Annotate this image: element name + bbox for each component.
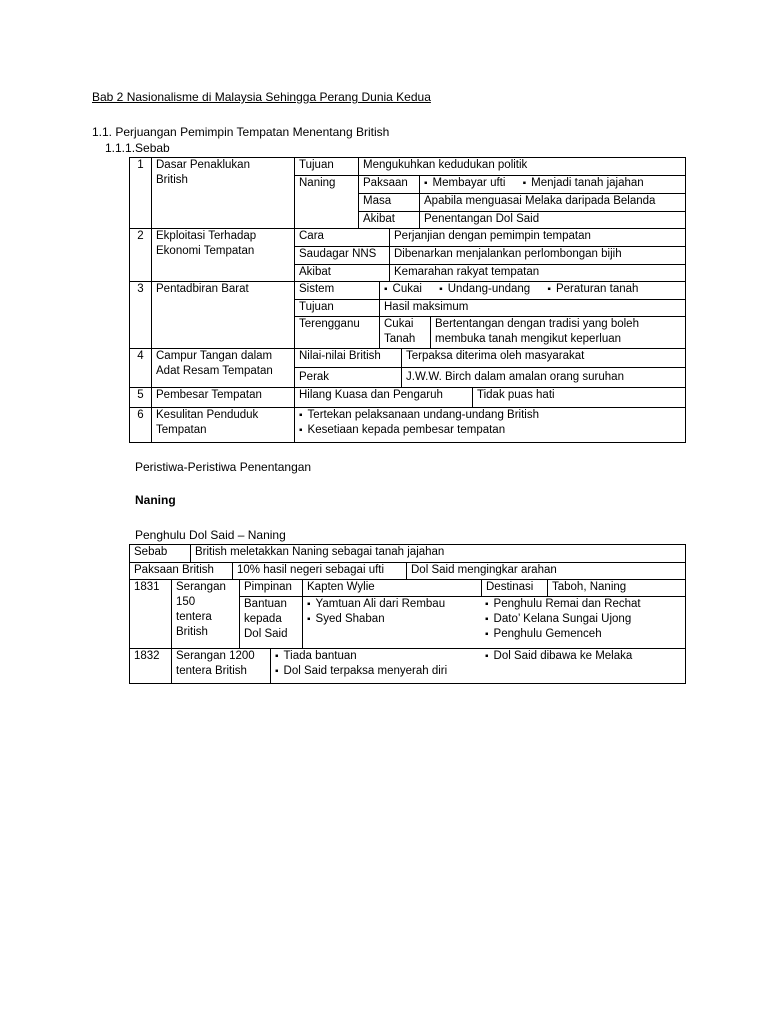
label-cell [239, 596, 303, 649]
value-cell: Tidak puas hati [472, 387, 686, 408]
cause-title [151, 157, 295, 229]
bullet-item: ▪ Tiada bantuan [275, 649, 447, 664]
bullet-item: ▪ Syed Shaban [307, 612, 445, 627]
label-cell: Paksaan [358, 175, 420, 194]
bullet-item: ▪ Yamtuan Ali dari Rembau [307, 597, 445, 612]
cause-title-line: Dasar Penaklukan [156, 159, 250, 171]
cause-title: Pembesar Tempatan [151, 387, 295, 408]
cause-title [151, 348, 295, 388]
dolsaid-heading: Penghulu Dol Said – Naning [135, 528, 286, 542]
label-cell: Nilai-nilai British [294, 348, 402, 368]
row-number: 3 [129, 281, 152, 349]
value-cell: J.W.W. Birch dalam amalan orang suruhan [401, 367, 686, 388]
cause-title-line: Adat Resam Tempatan [156, 364, 273, 377]
value-cell: Dibenarkan menjalankan perlombongan bijih [389, 246, 686, 265]
bullet-item: ▪ Undang-undang [439, 283, 530, 295]
label-line: kepada [244, 612, 282, 625]
value-cell [430, 316, 686, 349]
value-cell: Taboh, Naning [547, 579, 686, 597]
events-heading: Peristiwa-Peristiwa Penentangan [135, 460, 312, 474]
bullet-item: ▪ Dol Said terpaksa menyerah diri [275, 664, 447, 679]
cause-title [151, 228, 295, 282]
value-cell: Kapten Wylie [302, 579, 482, 597]
bullet-item: ▪ Tertekan pelaksanaan undang-undang British [299, 408, 681, 423]
bullet-item: ▪ Dato’ Kelana Sungai Ujong [485, 612, 641, 627]
label-cell: Tujuan [294, 299, 380, 317]
document-title: Bab 2 Nasionalisme di Malaysia Sehingga Perang Dunia Kedua [92, 90, 431, 104]
label-cell: Akibat [358, 211, 420, 229]
row-number: 5 [129, 387, 152, 408]
cause-title-line: British [156, 173, 188, 186]
cause-title-line: Kesulitan Penduduk [156, 409, 259, 421]
label-cell: Pimpinan [239, 579, 303, 597]
cause-title-line: Tempatan [156, 423, 207, 436]
label-cell: Cara [294, 228, 390, 247]
label-cell: Paksaan British [129, 562, 233, 580]
bullet-item: ▪ Dol Said dibawa ke Melaka [485, 649, 632, 664]
cause-title-line: Ekploitasi Terhadap [156, 230, 257, 242]
year-cell: 1831 [129, 579, 172, 649]
row-number: 1 [129, 157, 152, 229]
year-cell: 1832 [129, 648, 172, 684]
value-cell: Perjanjian dengan pemimpin tempatan [389, 228, 686, 247]
value-cell: Hasil maksimum [379, 299, 686, 317]
attack-line: tentera British [176, 664, 247, 677]
cause-title [151, 281, 295, 349]
value-cell [379, 281, 686, 300]
attack-line: Serangan [176, 581, 226, 593]
label-line: Dol Said [244, 627, 288, 640]
value-cell [419, 175, 686, 194]
attack-cell [171, 579, 240, 649]
bullet-item: ▪ Menjadi tanah jajahan [523, 177, 644, 189]
subsection-heading: 1.1.1.Sebab [105, 141, 170, 155]
label-cell: Tujuan [294, 157, 359, 176]
label-cell: Terengganu [294, 316, 380, 349]
cause-title [151, 407, 295, 443]
cause-title-line: Ekonomi Tempatan [156, 244, 255, 257]
value-cell: Apabila menguasai Melaka daripada Belanda [419, 193, 686, 212]
value-cell: Mengukuhkan kedudukan politik [358, 157, 686, 176]
value-cell [302, 596, 686, 649]
attack-line: 150 [176, 595, 196, 608]
label-cell: Akibat [294, 264, 390, 282]
label-cell: Sebab [129, 544, 191, 563]
bullet-item: ▪ Kesetiaan kepada pembesar tempatan [299, 423, 681, 438]
cause-title-line: Pentadbiran Barat [156, 283, 249, 295]
attack-cell [171, 648, 271, 684]
attack-line: tentera [176, 610, 212, 623]
label-line: Cukai [384, 318, 414, 330]
naning-heading: Naning [135, 493, 176, 507]
value-line: membuka tanah mengikut keperluan [435, 332, 622, 345]
value-cell: Terpaksa diterima oleh masyarakat [401, 348, 686, 368]
value-cell [270, 648, 686, 684]
cause-title-line: Campur Tangan dalam [156, 350, 273, 362]
label-line: Tanah [384, 332, 416, 345]
label-cell: Destinasi [481, 579, 548, 597]
label-cell [379, 316, 431, 349]
section-heading: 1.1. Perjuangan Pemimpin Tempatan Menentang British [92, 125, 390, 139]
label-cell: Saudagar NNS [294, 246, 390, 265]
value-cell: Hilang Kuasa dan Pengaruh [294, 387, 473, 408]
label-cell: Masa [358, 193, 420, 212]
bullet-item: ▪ Penghulu Remai dan Rechat [485, 597, 641, 612]
value-cell: 10% hasil negeri sebagai ufti [232, 562, 407, 580]
label-cell: Perak [294, 367, 402, 388]
label-line: Bantuan [244, 598, 287, 610]
label-cell: Naning [294, 175, 359, 229]
value-cell: Kemarahan rakyat tempatan [389, 264, 686, 282]
label-cell: Sistem [294, 281, 380, 300]
row-number: 2 [129, 228, 152, 282]
value-cell: Dol Said mengingkar arahan [406, 562, 686, 580]
value-cell: British meletakkan Naning sebagai tanah jajahan [190, 544, 686, 563]
value-cell: Penentangan Dol Said [419, 211, 686, 229]
value-cell [294, 407, 686, 443]
bullet-item: ▪ Penghulu Gemenceh [485, 627, 641, 642]
bullet-item: ▪ Peraturan tanah [547, 283, 638, 295]
row-number: 6 [129, 407, 152, 443]
attack-line: British [176, 625, 208, 638]
value-line: Bertentangan dengan tradisi yang boleh [435, 318, 639, 330]
attack-line: Serangan 1200 [176, 650, 255, 662]
bullet-item: ▪ Cukai [384, 283, 422, 295]
bullet-item: ▪ Membayar ufti [424, 177, 505, 189]
row-number: 4 [129, 348, 152, 388]
